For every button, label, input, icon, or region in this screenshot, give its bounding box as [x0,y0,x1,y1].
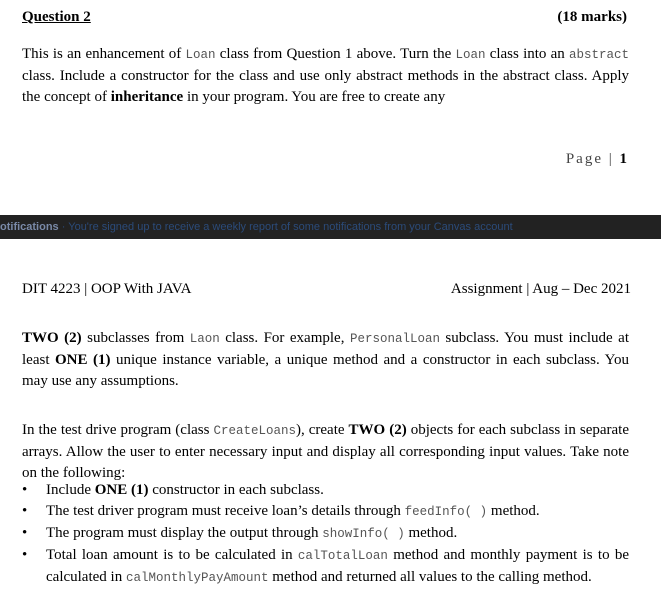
bullet-icon: • [22,547,28,563]
code-term: abstract [568,48,629,62]
bullet-icon: • [22,482,28,498]
list-item: • Include ONE (1) constructor in each subclass. [22,480,629,501]
question-title: Question 2 [22,9,91,25]
code-term: calMonthlyPayAmount [125,571,269,585]
notification-text: · You're signed up to receive a weekly report of some notifications from your Canvas account [58,221,513,233]
test-drive-paragraph: In the test drive program (class CreateLoans), create TWO (2) objects for each subclass in separate arrays. Allow the user to enter necessary input and display all corresponding input values. Take note on the following: [22,422,629,481]
document-page-2 [0,239,661,609]
list-item: • Total loan amount is to be calculated in calTotalLoan method and monthly payment is to be calculated in calMonthlyPayAmount method and returned all values to the calling method. [22,547,629,585]
notification-banner[interactable] [0,215,661,239]
list-item: • The program must display the output through showInfo( ) method. [22,523,629,545]
code-term: Laon [189,332,220,346]
code-term: feedInfo( ) [404,505,488,519]
list-item: • The test driver program must receive loan’s details through feedInfo( ) method. [22,501,629,523]
code-term: calTotalLoan [297,549,388,563]
assignment-header: Assignment | Aug – Dec 2021 [450,281,631,297]
notification-heading: otifications [0,221,59,233]
code-term: PersonalLoan [349,332,440,346]
requirements-list [22,480,629,589]
bullet-icon: • [22,525,28,541]
document-page-1 [0,0,661,215]
subclass-paragraph: TWO (2) subclasses from Laon class. For example, PersonalLoan subclass. You must include at least ONE (1) unique instance variable, a unique method and a constructor in each subclass. You may use any assumptions. [22,330,629,389]
course-header: DIT 4223 | OOP With JAVA [22,281,192,297]
code-term: CreateLoans [213,424,296,438]
question-marks: (18 marks) [557,9,627,25]
code-term: Loan [185,48,216,62]
bullet-icon: • [22,503,28,519]
question-intro-paragraph: This is an enhancement of Loan class from Question 1 above. Turn the Loan class into an abstract class. Include a constructor for the class and use only abstract methods in the abstract class. Apply the concept of inheritance in your program. You are free to create any [22,46,629,105]
code-term: Loan [455,48,486,62]
page-number: Page | 1 [565,151,627,167]
code-term: showInfo( ) [322,527,405,541]
